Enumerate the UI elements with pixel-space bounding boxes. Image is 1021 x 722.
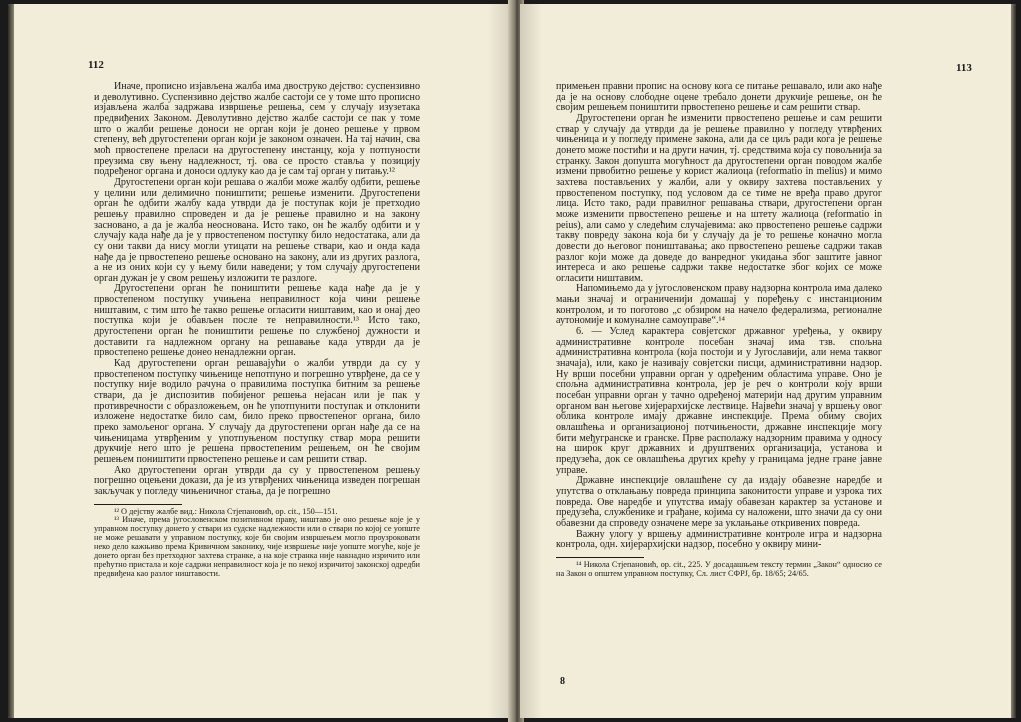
paragraph: 6. — Услед карактера совјетског државног уређења, у оквиру административне контроле посебан значај има тзв. спољна административна контрола (која постоји и у Југославији, али нема таквог значаја), или, како је називају совјетски писци, административни надзор. Ну врши посебни управни орган у одређеним областима управе. Оно је спољна административна контрола, јер је реч о контроли коју врши посебан управни орган у тачно одређеној материји над другим управним органом ван његове хијерархијске лествице. Највећи значај у вршењу овог облика контроле имају државне инспекције. Према обиму својих овлашћења и организационој потчињености, државне инспекције могу бити међугранске и гранске. Прве располажу надзорним правима у односу на широк круг државних и друштвених организација, установа и предузећа, док се овлашћења других крећу у границама једне гране јавне управе.	[556, 326, 882, 476]
signature-mark: 8	[560, 676, 565, 687]
right-page-number: 113	[956, 62, 972, 74]
right-page-edge	[1011, 4, 1016, 718]
left-page-edge	[8, 4, 14, 718]
left-page-number: 112	[88, 59, 104, 71]
paragraph: Иначе, прописно изјављена жалба има двоструко дејство: суспензивно и деволутивно. Суспензивно дејство жалбе састоји се у томе што прописно изјављена жалба задржава извршење решења, сем у случају изузетака предвиђених Законом. Деволутивно дејство жалбе састоји се пак у томе што о жалби решење доноси не орган који је донео решење у првом степену, већ другостепени орган који је законом означен. На тај начин, сва моћ првостепене преласи на другостепену инстанцу, која у потпуности преузима сву њену надлежност, тј. ова се просто ставља у позицију подређеног органа и доноси одлуку као да је сам тај орган у питању.¹²	[94, 81, 420, 178]
right-page	[520, 4, 1016, 718]
paragraph: Важну улогу у вршењу административне контроле игра и надзорна контрола, одн. хијерархијски надзор, посебно у оквиру мини-	[556, 528, 882, 551]
right-spine-shadow	[520, 4, 542, 718]
footnote: ¹³ Иначе, према југословенском позитивном праву, ништаво је оно решење које је у управном поступку донето у ствари из судске надлежности или о ствари по којој се уопште не може решавати у управном поступку, које би својим извршењем могло проузроковати неко дело кажњиво према Кривичном законику, чије извршење није уопште могуће, које је донето орган без претходног захтева странке, а на које странка није накнадно изричито или прећутно пристала и које садржи неправилност која је по некој изричитој законској одредби предвиђена као разлог ништавости.	[94, 515, 420, 578]
paragraph: Другостепени орган ће изменити првостепено решење и сам решити ствар у случају да утврди да је решење правилно у погледу утврђених чињеница и у погледу примене закона, али да се циљ ради кога је решење донето може постићи и на други начин, тј. средствима која су повољнија за странку. Закон допушта могућност да другостепени орган поводом жалбе измени првобитно решење у корист жалиоца (reformatio in melius) и мимо захтева постављених у жалби, али у оквиру захтева постављених у првостепеном поступку, под условом да се тиме не вређа право другог лица. Исто тако, ради правилног решавања ствари, другостепени орган може изменити првостепено решење и на штету жалиоца (reformatio in peius), али само у следећим случајевима: ако првостепено решење садржи такву повреду закона која би у случају да је то решење коначно могла довести до његовог поништавања; ако првостепено решење садржи такав разлог који може да доведе до ванредног укидања због заштите јавног интереса и ако решење садржи такве недостатке због којих се може огласити ништавим.	[556, 112, 882, 284]
footnote-rule	[556, 557, 644, 558]
footnote: ¹⁴ Никола Стјепановић, op. cit., 225. У досадашњем тексту термин „Закон“ односио се на Закон о општем управном поступку, Сл. лист СФРЈ, бр. 18/65; 24/65.	[556, 559, 882, 578]
footnote: ¹² О дејству жалбе вид.: Никола Стјепановић, op. cit., 150—151.	[114, 506, 338, 516]
footnote-rule	[94, 504, 182, 505]
paragraph: Другостепени орган који решава о жалби може жалбу одбити, решење у целини или делимично поништити; решење изменити. Другостепени орган ће одбити жалбу када утврди да је поступак који је претходио решењу правилно спроведен и да је решење правилно и на закону засновано, а да је жалба неоснована. Исто тако, он ће жалбу одбити и у случају када нађе да је у првостепеном поступку било недостатака, али да су они такви да нису могли утицати на решење ствари, као и онда када нађе да је првостепено решење основано на закону, али из других разлога, а не из оних који су у њему били наведени; у том случају другостепени орган дужан је у свом решењу изложити те разлоге.	[94, 176, 420, 284]
paragraph: Кад другостепени орган решавајући о жалби утврди да су у првостепеном поступку чињенице непотпуно и погрешно утврђене, да се у поступку није водило рачуна о правилима поступка битним за решење ствари, да је диспозитив побијеног решења нејасан или је пак у противречности с образложењем, он ће употпунити поступак и отклонити изложене недостатке било сам, било преко првостепеног органа, било преко замољеног органа. У случају да другостепени орган нађе да се на чињеницама утврђеним у употпуњеном поступку ствар мора решити друкчије него што је решена првостепеним решењем, он ће својим решењем поништити првостепено решење и сам решити ствар.	[94, 358, 420, 465]
paragraph: Напомињемо да у југословенском праву надзорна контрола има далеко мањи значај и ограниченији домашај у поређењу с инстанционим контролом, и то поготово „с обзиром на начело федерализма, регионалне аутономије и комуналне самоуправе“.¹⁴	[556, 283, 882, 327]
left-page-text	[94, 82, 420, 578]
right-page-text	[556, 82, 882, 579]
paragraph: Ако другостепени орган утврди да су у првостепеном решењу погрешно оцењени докази, да је из утврђених чињеница изведен погрешан закључак у погледу чињеничног стања, да је погрешно	[94, 464, 420, 497]
paragraph: Државне инспекције овлашћене су да издају обавезне наредбе и упутства о отклањању повреда принципа законитости управе и узрока тих повреда. Ове наредбе и упутства имају обавезан карактер за установе и предузећа, службенике и грађане, којима су наложени, што значи да су они обавезни да спроведу означене мере за уклањање откривених повреда.	[556, 475, 882, 529]
paragraph: Другостепени орган ће поништити решење када нађе да је у првостепеном поступку учињена неправилност која чини решење ништавим, с тим што ће такво решење огласити ништавим, као и онај део поступка који је обављен после те неправилности.¹³ Исто тако, другостепени орган ће поништити решење по службеној дужности и доставити га надлежном органу на решавање када утврди да је првостепено решење донео ненадлежни орган.	[94, 283, 420, 359]
paragraph: примењен правни пропис на основу кога се питање решавало, или ако нађе да је на основу слободне оцене требало донети друкчије решење, он ће својим решењем поништити првостепено решење и сам решити ствар.	[556, 81, 882, 114]
left-page	[8, 4, 514, 718]
